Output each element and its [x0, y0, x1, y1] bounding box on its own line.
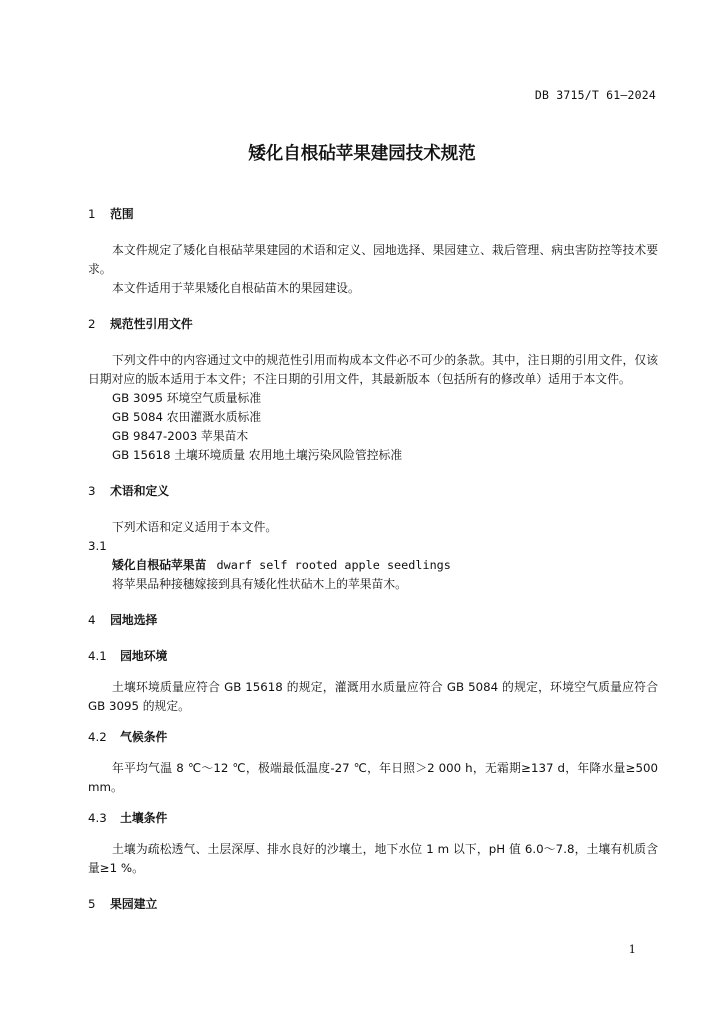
- reference-item: GB 5084 农田灌溉水质标准: [112, 410, 262, 424]
- section-4-heading: [88, 611, 658, 630]
- section-2-heading: [88, 315, 658, 334]
- subsection-4-3-heading: [88, 809, 658, 828]
- subsection-number: 4.1: [88, 649, 107, 663]
- section-title: 规范性引用文件: [110, 317, 193, 331]
- subsection-number: 4.2: [88, 730, 107, 744]
- paragraph: 本文件适用于苹果矮化自根砧苗木的果园建设。: [112, 281, 360, 295]
- section-number: 2: [88, 317, 96, 331]
- term-chinese: 矮化自根砧苹果苗: [112, 558, 207, 572]
- paragraph: 土壤环境质量应符合 GB 15618 的规定，灌溉用水质量应符合 GB 5084 的规定，环境空气质量应符合 GB 3095 的规定。: [88, 680, 658, 713]
- section-title: 术语和定义: [110, 484, 170, 498]
- paragraph: 土壤为疏松透气、土层深厚、排水良好的沙壤土，地下水位 1 m 以下，pH 值 6.0～7.8，土壤有机质含量≥1 %。: [88, 842, 658, 875]
- subsection-number: 4.3: [88, 811, 107, 825]
- standard-code: DB 3715/T 61—2024: [534, 88, 656, 102]
- subsection-title: 土壤条件: [120, 811, 168, 825]
- section-number: 5: [88, 897, 96, 911]
- document-title: 矮化自根砧苹果建园技术规范: [248, 144, 476, 164]
- paragraph: 下列术语和定义适用于本文件。: [112, 520, 278, 534]
- reference-item: GB 9847-2003 苹果苗木: [112, 429, 249, 443]
- section-title: 果园建立: [110, 897, 158, 911]
- subsection-title: 气候条件: [120, 730, 168, 744]
- subsection-4-1-heading: [88, 647, 658, 666]
- term-title: [88, 556, 658, 575]
- reference-item: GB 15618 土壤环境质量 农用地土壤污染风险管控标准: [112, 448, 403, 462]
- term-definition: 将苹果品种接穗嫁接到具有矮化性状砧木上的苹果苗木。: [112, 577, 407, 591]
- section-title: 园地选择: [110, 613, 158, 627]
- section-number: 3: [88, 484, 96, 498]
- paragraph: 年平均气温 8 ℃～12 ℃，极端最低温度-27 ℃，年日照＞2 000 h，无霜期≥137 d，年降水量≥500 mm。: [88, 761, 658, 794]
- term-number: 3.1: [88, 539, 107, 553]
- subsection-4-2-heading: [88, 728, 658, 747]
- document-body: [88, 205, 658, 914]
- term-english: dwarf self rooted apple seedlings: [216, 558, 451, 572]
- paragraph: 下列文件中的内容通过文中的规范性引用而构成本文件必不可少的条款。其中，注日期的引用文件，仅该日期对应的版本适用于本文件；不注日期的引用文件，其最新版本（包括所有的修改单）适用于本文件。: [88, 353, 658, 386]
- section-number: 4: [88, 613, 96, 627]
- reference-item: GB 3095 环境空气质量标准: [112, 391, 262, 405]
- page-number: 1: [628, 942, 636, 956]
- subsection-title: 园地环境: [120, 649, 168, 663]
- section-number: 1: [88, 207, 96, 221]
- paragraph: 本文件规定了矮化自根砧苹果建园的术语和定义、园地选择、果园建立、栽后管理、病虫害防控等技术要求。: [88, 243, 658, 276]
- section-5-heading: [88, 895, 658, 914]
- section-title: 范围: [110, 207, 134, 221]
- section-1-heading: [88, 205, 658, 224]
- section-3-heading: [88, 482, 658, 501]
